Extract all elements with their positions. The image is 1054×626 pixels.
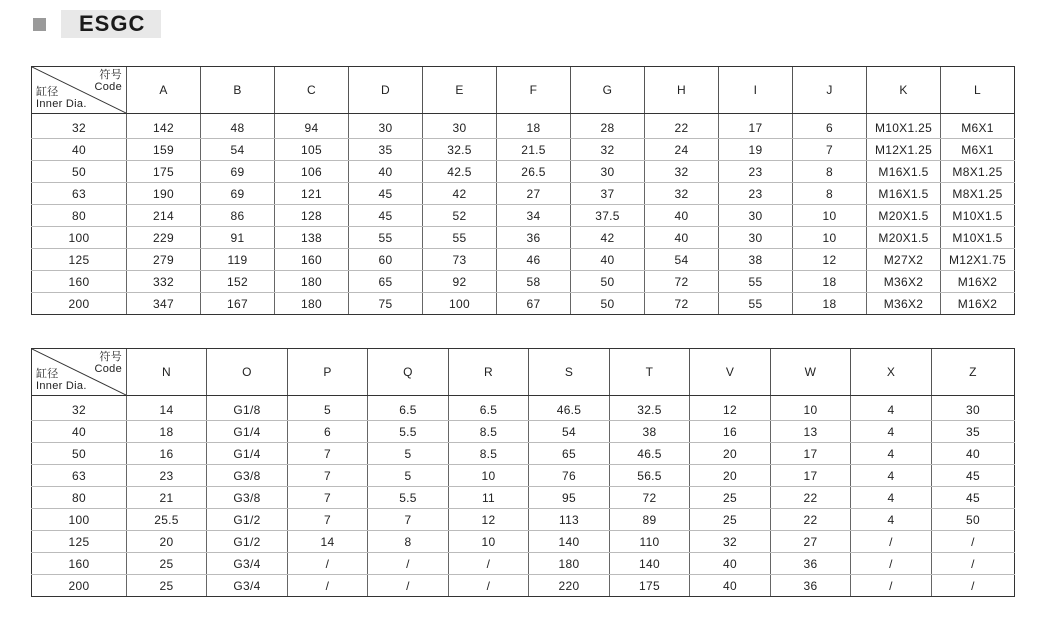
table-cell: 25 bbox=[690, 487, 771, 509]
table-cell: 55 bbox=[349, 227, 423, 249]
table-cell: M10X1.5 bbox=[941, 205, 1015, 227]
table-cell: 16 bbox=[690, 421, 771, 443]
table-cell: 22 bbox=[771, 487, 851, 509]
table-cell: 23 bbox=[127, 465, 207, 487]
table-cell: 18 bbox=[497, 114, 571, 139]
table-cell: 40 bbox=[571, 249, 645, 271]
table-row bbox=[32, 465, 1015, 487]
column-header: Z bbox=[932, 349, 1015, 396]
table-cell: 19 bbox=[719, 139, 793, 161]
column-header: G bbox=[571, 67, 645, 114]
table-cell: 12 bbox=[690, 396, 771, 421]
table-cell: 30 bbox=[423, 114, 497, 139]
table-cell: 20 bbox=[127, 531, 207, 553]
table-cell: / bbox=[288, 553, 368, 575]
table-cell: M16X2 bbox=[941, 293, 1015, 315]
table-cell: 50 bbox=[571, 271, 645, 293]
table-cell: M6X1 bbox=[941, 114, 1015, 139]
code-label-cn: 符号 bbox=[99, 351, 122, 363]
table-cell: / bbox=[368, 575, 449, 597]
table-cell: / bbox=[449, 575, 529, 597]
table-cell: 24 bbox=[645, 139, 719, 161]
table-cell: 32 bbox=[645, 161, 719, 183]
table-cell: M20X1.5 bbox=[867, 205, 941, 227]
table-cell: G3/8 bbox=[207, 465, 288, 487]
table-cell: 48 bbox=[201, 114, 275, 139]
table-cell: G1/2 bbox=[207, 531, 288, 553]
table-row bbox=[32, 487, 1015, 509]
table-cell: 69 bbox=[201, 161, 275, 183]
table-cell: M8X1.25 bbox=[941, 183, 1015, 205]
table-cell: 8 bbox=[368, 531, 449, 553]
table-cell: M10X1.5 bbox=[941, 227, 1015, 249]
table-cell: 25 bbox=[690, 509, 771, 531]
table-cell: 54 bbox=[529, 421, 610, 443]
table-cell: 25 bbox=[127, 575, 207, 597]
table-cell: 113 bbox=[529, 509, 610, 531]
table-row bbox=[32, 396, 1015, 421]
table-cell: 4 bbox=[851, 396, 932, 421]
table-cell: 55 bbox=[423, 227, 497, 249]
table-cell: 34 bbox=[497, 205, 571, 227]
table-cell: 45 bbox=[349, 183, 423, 205]
table-cell: / bbox=[288, 575, 368, 597]
table-cell: 332 bbox=[127, 271, 201, 293]
table-cell: 4 bbox=[851, 509, 932, 531]
table-cell: 140 bbox=[610, 553, 690, 575]
table-cell: 50 bbox=[932, 509, 1015, 531]
table-cell: / bbox=[932, 575, 1015, 597]
table-cell: 32 bbox=[690, 531, 771, 553]
table-cell: 5 bbox=[288, 396, 368, 421]
table-cell: G1/2 bbox=[207, 509, 288, 531]
column-header: K bbox=[867, 67, 941, 114]
table-cell: / bbox=[932, 553, 1015, 575]
table-cell: 160 bbox=[275, 249, 349, 271]
table-cell: 30 bbox=[719, 227, 793, 249]
table-cell: 214 bbox=[127, 205, 201, 227]
table-cell: 220 bbox=[529, 575, 610, 597]
inner-dia-label-en: Inner Dia. bbox=[36, 380, 87, 392]
table-cell: 58 bbox=[497, 271, 571, 293]
table-row bbox=[32, 161, 1015, 183]
table-cell: 13 bbox=[771, 421, 851, 443]
table-cell: 67 bbox=[497, 293, 571, 315]
inner-dia-label-en: Inner Dia. bbox=[36, 98, 87, 110]
table-cell: 142 bbox=[127, 114, 201, 139]
table-cell: 7 bbox=[368, 509, 449, 531]
column-header: E bbox=[423, 67, 497, 114]
column-header: V bbox=[690, 349, 771, 396]
inner-dia-label-cn: 缸径 bbox=[36, 368, 59, 380]
table-cell: 28 bbox=[571, 114, 645, 139]
table-cell: 167 bbox=[201, 293, 275, 315]
table-row bbox=[32, 205, 1015, 227]
inner-dia-cell: 63 bbox=[32, 465, 127, 487]
table-cell: 46.5 bbox=[610, 443, 690, 465]
table-cell: 105 bbox=[275, 139, 349, 161]
column-header: H bbox=[645, 67, 719, 114]
column-header: B bbox=[201, 67, 275, 114]
table-header-row bbox=[32, 67, 1015, 114]
table-cell: 45 bbox=[932, 487, 1015, 509]
table-cell: 65 bbox=[349, 271, 423, 293]
table-cell: 10 bbox=[793, 227, 867, 249]
table-cell: 8 bbox=[793, 183, 867, 205]
table-cell: 6.5 bbox=[368, 396, 449, 421]
inner-dia-cell: 32 bbox=[32, 396, 127, 421]
table-cell: 279 bbox=[127, 249, 201, 271]
table-cell: 7 bbox=[288, 487, 368, 509]
table-cell: 30 bbox=[719, 205, 793, 227]
table-cell: 5 bbox=[368, 465, 449, 487]
table-cell: 8.5 bbox=[449, 443, 529, 465]
table-cell: / bbox=[851, 575, 932, 597]
table-cell: 72 bbox=[610, 487, 690, 509]
dimension-table-2 bbox=[31, 348, 1015, 597]
table-cell: 42.5 bbox=[423, 161, 497, 183]
table-row bbox=[32, 271, 1015, 293]
table-cell: 42 bbox=[571, 227, 645, 249]
table-cell: 26.5 bbox=[497, 161, 571, 183]
column-header: S bbox=[529, 349, 610, 396]
table-cell: 10 bbox=[793, 205, 867, 227]
table-row bbox=[32, 293, 1015, 315]
table-cell: 23 bbox=[719, 161, 793, 183]
table-cell: 121 bbox=[275, 183, 349, 205]
table-cell: / bbox=[851, 531, 932, 553]
inner-dia-label-cn: 缸径 bbox=[36, 86, 59, 98]
table-cell: 100 bbox=[423, 293, 497, 315]
table-cell: G3/8 bbox=[207, 487, 288, 509]
table-cell: 5.5 bbox=[368, 421, 449, 443]
table-cell: 40 bbox=[690, 575, 771, 597]
inner-dia-cell: 125 bbox=[32, 249, 127, 271]
column-header: F bbox=[497, 67, 571, 114]
inner-dia-cell: 63 bbox=[32, 183, 127, 205]
table-cell: 18 bbox=[793, 293, 867, 315]
table-cell: 69 bbox=[201, 183, 275, 205]
table-cell: 40 bbox=[932, 443, 1015, 465]
code-label-cn: 符号 bbox=[99, 69, 122, 81]
table-row bbox=[32, 183, 1015, 205]
table-cell: 20 bbox=[690, 443, 771, 465]
table-cell: 138 bbox=[275, 227, 349, 249]
table-cell: 45 bbox=[932, 465, 1015, 487]
table-cell: 46.5 bbox=[529, 396, 610, 421]
inner-dia-cell: 40 bbox=[32, 421, 127, 443]
inner-dia-cell: 50 bbox=[32, 443, 127, 465]
column-header: C bbox=[275, 67, 349, 114]
column-header: T bbox=[610, 349, 690, 396]
table-cell: M36X2 bbox=[867, 293, 941, 315]
table-cell: 10 bbox=[449, 531, 529, 553]
table-row bbox=[32, 249, 1015, 271]
table-cell: 22 bbox=[771, 509, 851, 531]
table-cell: 175 bbox=[610, 575, 690, 597]
table-row bbox=[32, 531, 1015, 553]
table-cell: M16X1.5 bbox=[867, 161, 941, 183]
inner-dia-cell: 32 bbox=[32, 114, 127, 139]
table-cell: G3/4 bbox=[207, 575, 288, 597]
table-cell: 17 bbox=[771, 465, 851, 487]
inner-dia-cell: 100 bbox=[32, 509, 127, 531]
table-cell: 4 bbox=[851, 487, 932, 509]
bullet-square-icon bbox=[33, 18, 46, 31]
column-header: W bbox=[771, 349, 851, 396]
table-cell: 110 bbox=[610, 531, 690, 553]
table-cell: 55 bbox=[719, 271, 793, 293]
column-header: X bbox=[851, 349, 932, 396]
table-cell: 180 bbox=[275, 293, 349, 315]
table-cell: 347 bbox=[127, 293, 201, 315]
table-cell: 22 bbox=[645, 114, 719, 139]
inner-dia-cell: 50 bbox=[32, 161, 127, 183]
table-cell: G1/4 bbox=[207, 443, 288, 465]
table-cell: M10X1.25 bbox=[867, 114, 941, 139]
code-label-en: Code bbox=[94, 81, 122, 93]
table-cell: 17 bbox=[719, 114, 793, 139]
table-cell: 35 bbox=[349, 139, 423, 161]
table-cell: 32.5 bbox=[423, 139, 497, 161]
table-cell: 4 bbox=[851, 443, 932, 465]
table-cell: 152 bbox=[201, 271, 275, 293]
table-cell: 190 bbox=[127, 183, 201, 205]
table-cell: M27X2 bbox=[867, 249, 941, 271]
table-cell: 7 bbox=[793, 139, 867, 161]
code-label-en: Code bbox=[94, 363, 122, 375]
table-cell: 40 bbox=[349, 161, 423, 183]
table-cell: 159 bbox=[127, 139, 201, 161]
table-cell: 72 bbox=[645, 293, 719, 315]
page-title: ESGC bbox=[61, 10, 161, 38]
inner-dia-cell: 200 bbox=[32, 293, 127, 315]
inner-dia-cell: 160 bbox=[32, 271, 127, 293]
corner-header-cell bbox=[32, 349, 127, 396]
column-header: A bbox=[127, 67, 201, 114]
table-row bbox=[32, 139, 1015, 161]
table-cell: 73 bbox=[423, 249, 497, 271]
table-cell: 7 bbox=[288, 443, 368, 465]
table-cell: 21.5 bbox=[497, 139, 571, 161]
table-cell: M12X1.25 bbox=[867, 139, 941, 161]
table-cell: 180 bbox=[529, 553, 610, 575]
table-cell: 56.5 bbox=[610, 465, 690, 487]
inner-dia-cell: 80 bbox=[32, 205, 127, 227]
table-cell: 37 bbox=[571, 183, 645, 205]
section-header bbox=[33, 10, 161, 38]
table-cell: 36 bbox=[771, 575, 851, 597]
table-cell: 14 bbox=[288, 531, 368, 553]
table-row bbox=[32, 421, 1015, 443]
column-header: L bbox=[941, 67, 1015, 114]
table-cell: 36 bbox=[771, 553, 851, 575]
table-cell: 52 bbox=[423, 205, 497, 227]
corner-header-cell bbox=[32, 67, 127, 114]
table-cell: 86 bbox=[201, 205, 275, 227]
column-header: N bbox=[127, 349, 207, 396]
table-row bbox=[32, 509, 1015, 531]
table-cell: G3/4 bbox=[207, 553, 288, 575]
table-cell: 21 bbox=[127, 487, 207, 509]
inner-dia-cell: 40 bbox=[32, 139, 127, 161]
inner-dia-label bbox=[36, 368, 87, 392]
table-cell: 12 bbox=[449, 509, 529, 531]
table-cell: 60 bbox=[349, 249, 423, 271]
table-cell: 20 bbox=[690, 465, 771, 487]
table-cell: 17 bbox=[771, 443, 851, 465]
table-row bbox=[32, 443, 1015, 465]
table-row bbox=[32, 575, 1015, 597]
column-header: P bbox=[288, 349, 368, 396]
code-label bbox=[95, 69, 123, 93]
table-row bbox=[32, 553, 1015, 575]
table-cell: 76 bbox=[529, 465, 610, 487]
table-cell: 50 bbox=[571, 293, 645, 315]
table-cell: 38 bbox=[719, 249, 793, 271]
table-cell: 106 bbox=[275, 161, 349, 183]
inner-dia-cell: 100 bbox=[32, 227, 127, 249]
table-cell: 46 bbox=[497, 249, 571, 271]
table-cell: 40 bbox=[690, 553, 771, 575]
table-cell: M8X1.25 bbox=[941, 161, 1015, 183]
table-cell: 65 bbox=[529, 443, 610, 465]
table-cell: 36 bbox=[497, 227, 571, 249]
table-cell: G1/8 bbox=[207, 396, 288, 421]
table-cell: 75 bbox=[349, 293, 423, 315]
table-cell: 16 bbox=[127, 443, 207, 465]
table-cell: / bbox=[449, 553, 529, 575]
inner-dia-label bbox=[36, 86, 87, 110]
table-cell: 6 bbox=[288, 421, 368, 443]
column-header: R bbox=[449, 349, 529, 396]
table-cell: M20X1.5 bbox=[867, 227, 941, 249]
table-cell: 32 bbox=[645, 183, 719, 205]
table-cell: G1/4 bbox=[207, 421, 288, 443]
table-cell: 54 bbox=[645, 249, 719, 271]
table-row bbox=[32, 114, 1015, 139]
table-cell: 7 bbox=[288, 465, 368, 487]
table-cell: 35 bbox=[932, 421, 1015, 443]
table-cell: 18 bbox=[793, 271, 867, 293]
table-row bbox=[32, 227, 1015, 249]
table-cell: M6X1 bbox=[941, 139, 1015, 161]
table-cell: 180 bbox=[275, 271, 349, 293]
table-cell: 25.5 bbox=[127, 509, 207, 531]
table-cell: 119 bbox=[201, 249, 275, 271]
table-cell: 10 bbox=[771, 396, 851, 421]
table-cell: 128 bbox=[275, 205, 349, 227]
table-cell: 91 bbox=[201, 227, 275, 249]
table-cell: 40 bbox=[645, 205, 719, 227]
table-cell: 37.5 bbox=[571, 205, 645, 227]
table-cell: 42 bbox=[423, 183, 497, 205]
inner-dia-cell: 160 bbox=[32, 553, 127, 575]
table-cell: 8.5 bbox=[449, 421, 529, 443]
column-header: J bbox=[793, 67, 867, 114]
table-cell: 94 bbox=[275, 114, 349, 139]
table-cell: 8 bbox=[793, 161, 867, 183]
inner-dia-cell: 125 bbox=[32, 531, 127, 553]
table-cell: 18 bbox=[127, 421, 207, 443]
table-cell: 23 bbox=[719, 183, 793, 205]
table-cell: / bbox=[851, 553, 932, 575]
table-cell: 95 bbox=[529, 487, 610, 509]
table-cell: 11 bbox=[449, 487, 529, 509]
inner-dia-cell: 80 bbox=[32, 487, 127, 509]
column-header: I bbox=[719, 67, 793, 114]
table-header-row bbox=[32, 349, 1015, 396]
table-cell: 4 bbox=[851, 421, 932, 443]
table-cell: 54 bbox=[201, 139, 275, 161]
table-cell: 229 bbox=[127, 227, 201, 249]
table-cell: 6 bbox=[793, 114, 867, 139]
table-cell: 14 bbox=[127, 396, 207, 421]
table-cell: M16X2 bbox=[941, 271, 1015, 293]
table-cell: 30 bbox=[571, 161, 645, 183]
column-header: D bbox=[349, 67, 423, 114]
table-cell: 4 bbox=[851, 465, 932, 487]
table-cell: 10 bbox=[449, 465, 529, 487]
inner-dia-cell: 200 bbox=[32, 575, 127, 597]
table-cell: 40 bbox=[645, 227, 719, 249]
table-cell: 38 bbox=[610, 421, 690, 443]
table-cell: 25 bbox=[127, 553, 207, 575]
table-cell: 32 bbox=[571, 139, 645, 161]
table-cell: 45 bbox=[349, 205, 423, 227]
table-cell: 72 bbox=[645, 271, 719, 293]
table-cell: / bbox=[932, 531, 1015, 553]
code-label bbox=[95, 351, 123, 375]
dimension-table-1 bbox=[31, 66, 1015, 315]
table-cell: 140 bbox=[529, 531, 610, 553]
table-cell: 6.5 bbox=[449, 396, 529, 421]
table-cell: 27 bbox=[497, 183, 571, 205]
table-cell: / bbox=[368, 553, 449, 575]
table-cell: 7 bbox=[288, 509, 368, 531]
table-cell: M12X1.75 bbox=[941, 249, 1015, 271]
table-cell: 30 bbox=[349, 114, 423, 139]
column-header: O bbox=[207, 349, 288, 396]
table-cell: 32.5 bbox=[610, 396, 690, 421]
table-cell: 175 bbox=[127, 161, 201, 183]
table-cell: M36X2 bbox=[867, 271, 941, 293]
table-cell: 5 bbox=[368, 443, 449, 465]
table-cell: 12 bbox=[793, 249, 867, 271]
table-cell: 5.5 bbox=[368, 487, 449, 509]
table-cell: 27 bbox=[771, 531, 851, 553]
column-header: Q bbox=[368, 349, 449, 396]
table-cell: 92 bbox=[423, 271, 497, 293]
table-cell: 55 bbox=[719, 293, 793, 315]
table-cell: 30 bbox=[932, 396, 1015, 421]
table-cell: M16X1.5 bbox=[867, 183, 941, 205]
table-cell: 89 bbox=[610, 509, 690, 531]
